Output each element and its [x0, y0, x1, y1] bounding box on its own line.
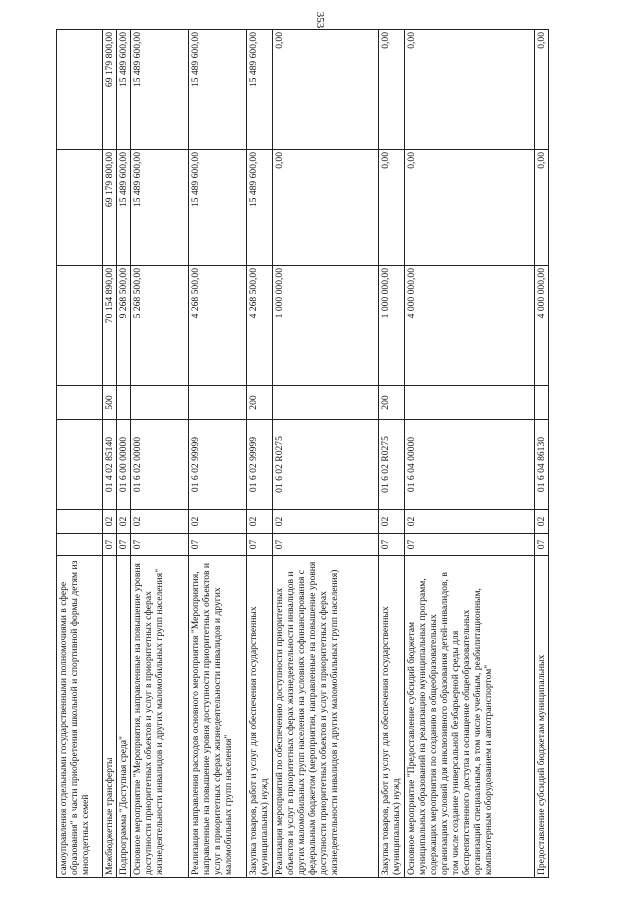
row-sum-1: 4 000 000,00 — [405, 266, 535, 386]
row-rz: 02 — [247, 510, 273, 534]
row-sum-1: 5 268 500,00 — [131, 266, 189, 386]
row-sum-3: 15 489 600,00 — [189, 30, 247, 150]
table-row — [247, 30, 273, 878]
page-number: 353 — [314, 11, 326, 29]
row-sum-3: 0,00 — [535, 30, 549, 150]
row-sum-1: 4 000 000,00 — [535, 266, 549, 386]
row-ved: 07 — [379, 534, 405, 556]
row-sum-2: 0,00 — [535, 150, 549, 266]
row-vr — [131, 386, 189, 420]
row-description: Закупка товаров, работ и услуг для обеспечения государственных (муниципальных) нужд — [379, 556, 405, 878]
row-description: Закупка товаров, работ и услуг для обеспечения государственных (муниципальных) нужд — [247, 556, 273, 878]
table-row — [379, 30, 405, 878]
row-description: Основное мероприятие "Предоставление субсидий бюджетам муниципальных образований на реализацию муниципальных программ, содержащих мероприятия по созданию в общеобразовательных организациях условий для инклюзивного образования детей-инвалидов, в том числе создание универсальной безбарьерной среды для беспрепятственного доступа и оснащение общеобразовательных организаций специальным, в том числе учебным, реабилитационным, компьютерным оборудованием и автотранспортом" — [405, 556, 535, 878]
row-sum-1: 1 000 000,00 — [273, 266, 379, 386]
row-ved: 07 — [273, 534, 379, 556]
row-sum-1: 9 268 500,00 — [117, 266, 131, 386]
table-row — [405, 30, 535, 878]
row-vr — [189, 386, 247, 420]
row-sum-3: 0,00 — [273, 30, 379, 150]
row-description: Реализация направления расходов основного мероприятия "Мероприятия, направленные на повышение уровня доступности приоритетных объектов и услуг в приоритетных сферах жизнедеятельности инвалидов и других маломобильных групп населения" — [189, 556, 247, 878]
table-row — [535, 30, 549, 878]
row-ved: 07 — [247, 534, 273, 556]
row-description: самоуправления отдельными государственными полномочиями в сфере образования" в части приобретения школьной и спортивной формы детям из многодетных семей — [57, 556, 103, 878]
row-sum-2: 15 489 600,00 — [131, 150, 189, 266]
row-sum-1: 4 268 500,00 — [247, 266, 273, 386]
table-row — [103, 30, 117, 878]
row-sum-1 — [57, 266, 103, 386]
row-csr: 01 6 02 R0275 — [273, 420, 379, 510]
row-sum-3: 15 489 600,00 — [247, 30, 273, 150]
row-sum-2: 0,00 — [379, 150, 405, 266]
row-sum-2: 69 179 800,00 — [103, 150, 117, 266]
row-sum-1: 4 268 500,00 — [189, 266, 247, 386]
row-vr — [535, 386, 549, 420]
row-vr: 200 — [247, 386, 273, 420]
row-sum-2 — [57, 150, 103, 266]
rotated-table-page — [56, 30, 608, 878]
row-csr: 01 4 02 85140 — [103, 420, 117, 510]
row-description: Основное мероприятие "Мероприятия, направленные на повышение уровня доступности приоритетных объектов и услуг в приоритетных сферах жизнедеятельности инвалидов и других маломобильных групп населения" — [131, 556, 189, 878]
row-csr: 01 6 02 99999 — [189, 420, 247, 510]
row-description: Подпрограмма "Доступная среда" — [117, 556, 131, 878]
row-sum-1: 70 154 890,00 — [103, 266, 117, 386]
row-rz: 02 — [103, 510, 117, 534]
row-vr: 200 — [379, 386, 405, 420]
table-row — [189, 30, 247, 878]
row-description: Межбюджетные трансферты — [103, 556, 117, 878]
row-sum-2: 15 489 600,00 — [247, 150, 273, 266]
row-sum-3: 0,00 — [405, 30, 535, 150]
table-row — [273, 30, 379, 878]
row-rz — [57, 510, 103, 534]
row-rz: 02 — [379, 510, 405, 534]
row-vr — [405, 386, 535, 420]
table-row — [57, 30, 103, 878]
row-vr — [117, 386, 131, 420]
row-sum-3: 69 179 800,00 — [103, 30, 117, 150]
row-description: Предоставление субсидий бюджетам муниципальных — [535, 556, 549, 878]
row-ved: 07 — [103, 534, 117, 556]
row-csr: 01 6 02 R0275 — [379, 420, 405, 510]
row-sum-3: 0,00 — [379, 30, 405, 150]
row-sum-2: 15 489 600,00 — [117, 150, 131, 266]
row-ved: 07 — [535, 534, 549, 556]
table-row — [117, 30, 131, 878]
row-csr: 01 6 00 00000 — [117, 420, 131, 510]
row-sum-3: 15 489 600,00 — [131, 30, 189, 150]
row-csr: 01 6 04 86130 — [535, 420, 549, 510]
row-sum-2: 0,00 — [273, 150, 379, 266]
row-description: Реализация мероприятий по обеспечению доступности приоритетных объектов и услуг в приоритетных сферах жизнедеятельности инвалидов и других маломобильных групп населения на условиях софинансирования с федеральным бюджетом (мероприятия, направленные на повышение уровня доступности приоритетных объектов и услуг в приоритетных сферах жизнедеятельности инвалидов и других маломобильных групп населения) — [273, 556, 379, 878]
row-sum-2: 0,00 — [405, 150, 535, 266]
row-rz: 02 — [535, 510, 549, 534]
row-csr: 01 6 02 99999 — [247, 420, 273, 510]
row-csr — [57, 420, 103, 510]
row-rz: 02 — [131, 510, 189, 534]
row-rz: 02 — [189, 510, 247, 534]
row-vr — [57, 386, 103, 420]
row-rz: 02 — [405, 510, 535, 534]
row-rz: 02 — [117, 510, 131, 534]
row-ved — [57, 534, 103, 556]
row-ved: 07 — [189, 534, 247, 556]
row-csr: 01 6 02 00000 — [131, 420, 189, 510]
row-sum-2: 15 489 600,00 — [189, 150, 247, 266]
row-sum-1: 1 000 000,00 — [379, 266, 405, 386]
row-sum-3: 15 489 600,00 — [117, 30, 131, 150]
row-vr: 500 — [103, 386, 117, 420]
row-ved: 07 — [131, 534, 189, 556]
row-csr: 01 6 04 00000 — [405, 420, 535, 510]
table-row — [131, 30, 189, 878]
row-vr — [273, 386, 379, 420]
row-ved: 07 — [405, 534, 535, 556]
row-rz: 02 — [273, 510, 379, 534]
budget-table — [56, 29, 549, 878]
row-sum-3 — [57, 30, 103, 150]
row-ved: 07 — [117, 534, 131, 556]
